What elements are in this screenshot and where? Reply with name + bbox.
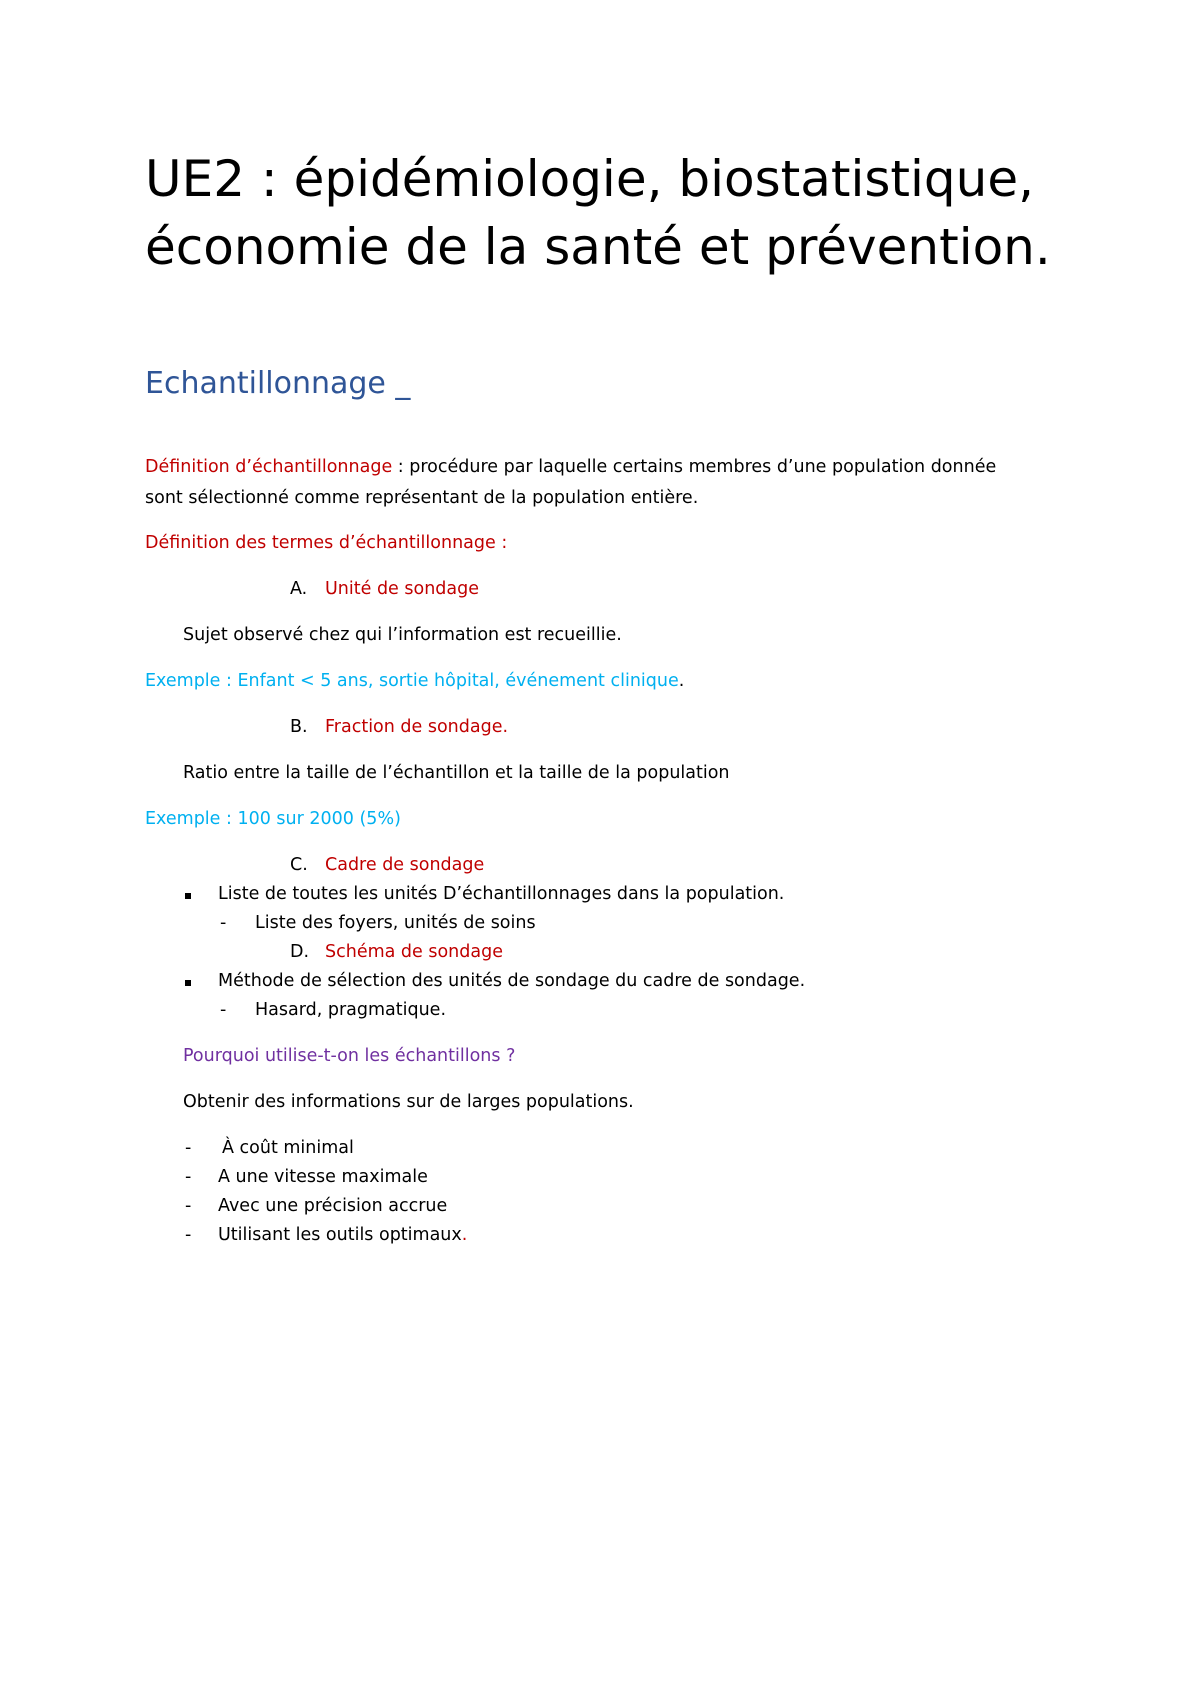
letter-c: C. xyxy=(290,855,308,875)
section-d-bullet: Méthode de sélection des unités de sondage du cadre de sondage. xyxy=(218,971,806,991)
bullet-square-icon xyxy=(185,893,191,899)
section-c-bullet: Liste de toutes les unités D’échantillonnages dans la population. xyxy=(218,884,785,904)
list-item-last xyxy=(218,1223,467,1247)
definition-text-1: procédure par laquelle certains membres d’une population donnée xyxy=(409,457,997,477)
list-dash: - xyxy=(185,1138,192,1158)
definition-label: Définition d’échantillonnage xyxy=(145,457,393,477)
list-item: Avec une précision accrue xyxy=(218,1196,448,1216)
section-d-sub: Hasard, pragmatique. xyxy=(255,1000,447,1020)
section-d-dash: - xyxy=(220,1000,227,1020)
section-a-example-end: . xyxy=(678,671,685,691)
list-dash: - xyxy=(185,1167,192,1187)
letter-d: D. xyxy=(290,942,310,962)
list-item: Utilisant les outils optimaux xyxy=(218,1225,462,1245)
last-punct: . xyxy=(461,1225,468,1245)
definition-line-2: sont sélectionné comme représentant de la population entière. xyxy=(145,488,699,508)
section-b-example: Exemple : 100 sur 2000 (5%) xyxy=(145,809,401,829)
section-a-description: Sujet observé chez qui l’information est recueillie. xyxy=(183,625,622,645)
section-heading: Echantillonnage _ xyxy=(145,366,411,401)
section-d-title: Schéma de sondage xyxy=(325,942,503,962)
section-a-title: Unité de sondage xyxy=(325,579,480,599)
section-c-sub: Liste des foyers, unités de soins xyxy=(255,913,536,933)
letter-b: B. xyxy=(290,717,308,737)
section-a-example-line xyxy=(145,669,684,693)
list-item: A une vitesse maximale xyxy=(218,1167,428,1187)
section-c-title: Cadre de sondage xyxy=(325,855,485,875)
list-item: À coût minimal xyxy=(222,1138,354,1158)
terms-heading: Définition des termes d’échantillonnage : xyxy=(145,533,508,553)
why-question: Pourquoi utilise-t-on les échantillons ? xyxy=(183,1046,516,1066)
list-dash: - xyxy=(185,1225,192,1245)
document-title: UE2 : épidémiologie, biostatistique, économie de la santé et prévention. xyxy=(145,150,1051,276)
letter-a: A. xyxy=(290,579,308,599)
definition-separator: : xyxy=(392,457,410,477)
section-b-title: Fraction de sondage. xyxy=(325,717,509,737)
why-answer: Obtenir des informations sur de larges populations. xyxy=(183,1092,634,1112)
list-dash: - xyxy=(185,1196,192,1216)
section-b-description: Ratio entre la taille de l’échantillon et la taille de la population xyxy=(183,763,730,783)
bullet-square-icon xyxy=(185,980,191,986)
definition-line-1 xyxy=(145,455,996,479)
section-a-example: Exemple : Enfant < 5 ans, sortie hôpital, événement clinique xyxy=(145,671,679,691)
section-c-dash: - xyxy=(220,913,227,933)
